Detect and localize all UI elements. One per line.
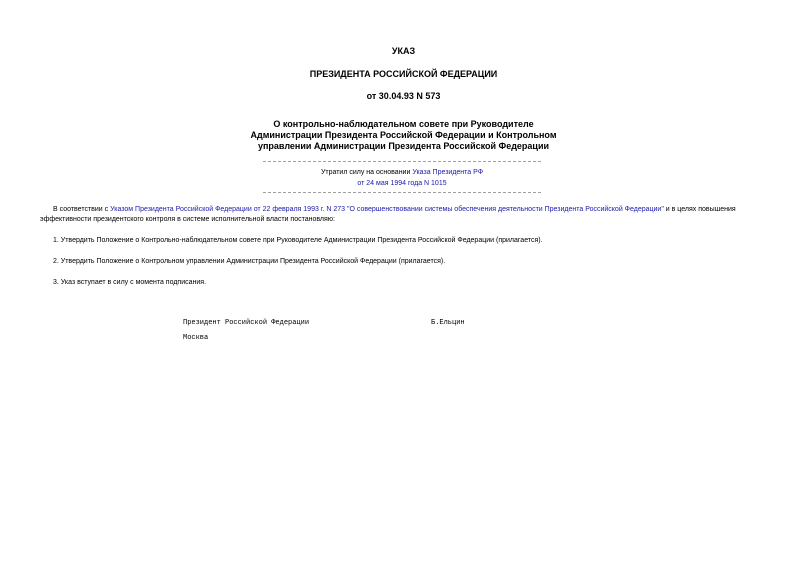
- subject-line: О контрольно-наблюдательном совете при Руководителе: [273, 119, 534, 129]
- decree-273-title-link[interactable]: "О совершенствовании системы обеспечения деятельности Президента Российской Федерации": [347, 206, 664, 213]
- signature-place: Москва: [183, 334, 209, 342]
- document-subject: [0, 119, 807, 152]
- signature-name: Б.Ельцин: [431, 319, 465, 327]
- decree-item-2: 2. Утвердить Положение о Контрольном управлении Администрации Президента Российской Федерации (прилагается).: [53, 258, 446, 265]
- repeal-decree-link[interactable]: Указа Президента РФ: [412, 169, 484, 176]
- preamble-suffix: и в целях повышения эффективности президентского контроля в системе исполнительной власти постановляю:: [40, 206, 736, 223]
- decree-item-1: 1. Утвердить Положение о Контрольно-наблюдательном совете при Руководителе Администрации Президента Российской Федерации (прилагается).: [53, 237, 543, 244]
- document-title: УКАЗ: [391, 46, 416, 56]
- decree-273-link[interactable]: Указом Президента Российской Федерации от 22 февраля 1993 г. N 273: [110, 206, 346, 213]
- repeal-notice: [263, 161, 541, 193]
- repeal-decree-date-link[interactable]: от 24 мая 1994 года N 1015: [357, 180, 447, 187]
- preamble-prefix: В соответствии с: [53, 206, 111, 213]
- document-issuer: ПРЕЗИДЕНТА РОССИЙСКОЙ ФЕДЕРАЦИИ: [309, 69, 498, 79]
- signature-title: Президент Российской Федерации: [183, 319, 310, 327]
- subject-line: Администрации Президента Российской Федерации и Контрольном: [250, 130, 557, 140]
- decree-item-3: 3. Указ вступает в силу с момента подписания.: [53, 279, 207, 286]
- preamble-paragraph: [40, 205, 768, 225]
- subject-line: управлении Администрации Президента Российской Федерации: [257, 141, 550, 151]
- document-date: от 30.04.93 N 573: [366, 91, 441, 101]
- repeal-notice-prefix: Утратил силу на основании: [320, 169, 413, 176]
